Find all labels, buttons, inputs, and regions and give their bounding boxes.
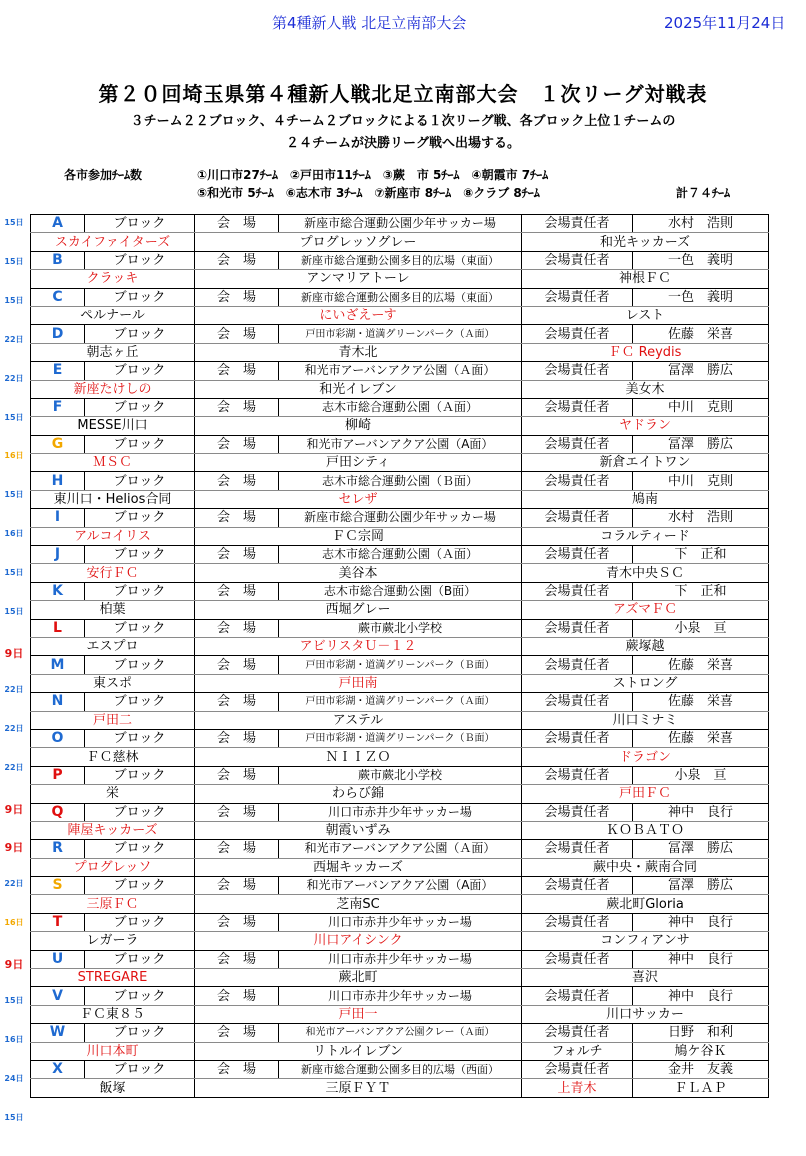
block-label: ブロック xyxy=(85,546,195,564)
venue-label: 会 場 xyxy=(195,729,279,747)
block-letter: A xyxy=(31,215,85,233)
block-letter: W xyxy=(31,1024,85,1042)
team-name: ストロング xyxy=(522,674,769,692)
team-name: 美谷本 xyxy=(195,564,522,582)
block-label: ブロック xyxy=(85,509,195,527)
manager-name: 神中 良行 xyxy=(633,803,769,821)
block-day: 15日 xyxy=(4,1112,24,1122)
team-name: アンマリアトーレ xyxy=(195,270,522,288)
team-name: わらび錦 xyxy=(195,785,522,803)
venue-label: 会 場 xyxy=(195,472,279,490)
block-day: 16日 xyxy=(4,451,24,461)
block-letter: X xyxy=(31,1060,85,1078)
team-name: 川口サッカー xyxy=(522,1005,769,1023)
team-name: プログレッソ xyxy=(31,858,195,876)
team-name: 東川口・Helios合同 xyxy=(31,490,195,508)
subtitle-line-2: ２４チームが決勝リーグ戦へ出場する。 xyxy=(285,136,520,151)
block-letter: E xyxy=(31,362,85,380)
manager-label: 会場責任者 xyxy=(522,1024,633,1042)
manager-label: 会場責任者 xyxy=(522,877,633,895)
team-name: クラッキ xyxy=(31,270,195,288)
manager-label: 会場責任者 xyxy=(522,913,633,931)
block-day: 22日 xyxy=(4,684,24,694)
team-name: 朝霞いずみ xyxy=(195,821,522,839)
block-label: ブロック xyxy=(85,877,195,895)
team-name: 戸田ＦＣ xyxy=(522,785,769,803)
block-day: 22日 xyxy=(4,373,24,383)
team-name: 芝南SC xyxy=(195,895,522,913)
venue-label: 会 場 xyxy=(195,435,279,453)
venue-name: 戸田市彩湖・道満グリーンパーク（Ａ面） xyxy=(279,693,522,711)
venue-label: 会 場 xyxy=(195,950,279,968)
manager-name: 日野 和利 xyxy=(633,1024,769,1042)
team-name: コラルティード xyxy=(522,527,769,545)
manager-label: 会場責任者 xyxy=(522,950,633,968)
block-e xyxy=(31,362,769,399)
block-day: 22日 xyxy=(4,723,24,733)
manager-name: 水村 浩則 xyxy=(633,509,769,527)
team-name: アルコイリス xyxy=(31,527,195,545)
team-name: 新倉エイトワン xyxy=(522,454,769,472)
block-letter: N xyxy=(31,693,85,711)
manager-label: 会場責任者 xyxy=(522,215,633,233)
team-name: 蕨北町Gloria xyxy=(522,895,769,913)
team-name: 新座たけしの xyxy=(31,380,195,398)
block-day: 9日 xyxy=(4,646,24,660)
block-o xyxy=(31,729,769,766)
venue-label: 会 場 xyxy=(195,913,279,931)
participation-label: 各市参加ﾁｰﾑ数 xyxy=(64,168,143,182)
block-label: ブロック xyxy=(85,288,195,306)
page-title: 第２０回埼玉県第４種新人戦北足立南部大会 １次リーグ対戦表 xyxy=(98,82,708,106)
block-n xyxy=(31,693,769,730)
team-name: リトルイレブン xyxy=(195,1042,522,1060)
block-label: ブロック xyxy=(85,656,195,674)
block-label: ブロック xyxy=(85,398,195,416)
manager-label: 会場責任者 xyxy=(522,546,633,564)
team-name: 陣屋キッカーズ xyxy=(31,821,195,839)
team-name: STREGARE xyxy=(31,969,195,987)
block-letter: M xyxy=(31,656,85,674)
participation-line-2: ⑤和光市 5ﾁｰﾑ ⑥志木市 3ﾁｰﾑ ⑦新座市 8ﾁｰﾑ ⑧クラブ 8ﾁｰﾑ xyxy=(197,186,540,200)
block-x xyxy=(31,1060,769,1097)
block-day: 15日 xyxy=(4,568,24,578)
block-u xyxy=(31,950,769,987)
team-name: 蕨塚越 xyxy=(522,637,769,655)
venue-label: 会 場 xyxy=(195,215,279,233)
block-letter: S xyxy=(31,877,85,895)
team-name: にいざえーす xyxy=(195,306,522,324)
venue-name: 志木市総合運動公園（Ａ面） xyxy=(279,398,522,416)
team-name: ペルナール xyxy=(31,306,195,324)
block-label: ブロック xyxy=(85,619,195,637)
team-name: 戸田シティ xyxy=(195,454,522,472)
venue-name: 志木市総合運動公園（Ｂ面） xyxy=(279,472,522,490)
team-name: ＭＳＣ xyxy=(31,454,195,472)
team-name: 青木北 xyxy=(195,343,522,361)
block-j xyxy=(31,546,769,583)
block-d xyxy=(31,325,769,362)
team-name: 西堀キッカーズ xyxy=(195,858,522,876)
venue-label: 会 場 xyxy=(195,766,279,784)
team-name: アビリスタＵ－１２ xyxy=(195,637,522,655)
block-label: ブロック xyxy=(85,325,195,343)
block-letter: C xyxy=(31,288,85,306)
venue-label: 会 場 xyxy=(195,619,279,637)
block-label: ブロック xyxy=(85,435,195,453)
block-letter: T xyxy=(31,913,85,931)
team-name: アズマＦＣ xyxy=(522,601,769,619)
block-day: 22日 xyxy=(4,762,24,772)
manager-label: 会場責任者 xyxy=(522,362,633,380)
venue-label: 会 場 xyxy=(195,251,279,269)
block-letter: J xyxy=(31,546,85,564)
venue-name: 和光市アーバンアクア公園（Ａ面） xyxy=(279,362,522,380)
block-letter: D xyxy=(31,325,85,343)
team-name: 安行ＦＣ xyxy=(31,564,195,582)
block-label: ブロック xyxy=(85,1024,195,1042)
venue-label: 会 場 xyxy=(195,656,279,674)
team-name: コンフィアンサ xyxy=(522,932,769,950)
block-letter: V xyxy=(31,987,85,1005)
header-date: 2025年11月24日 xyxy=(664,14,786,32)
block-day: 16日 xyxy=(4,1034,24,1044)
team-name: 柏葉 xyxy=(31,601,195,619)
manager-name: 神中 良行 xyxy=(633,950,769,968)
team-name: スカイファイターズ xyxy=(31,233,195,251)
team-name: レスト xyxy=(522,306,769,324)
team-name: 和光イレブン xyxy=(195,380,522,398)
block-c xyxy=(31,288,769,325)
venue-name: 川口市赤井少年サッカー場 xyxy=(279,950,522,968)
team-name: ＦＬＡＰ xyxy=(633,1079,769,1097)
manager-label: 会場責任者 xyxy=(522,509,633,527)
manager-name: 小泉 亘 xyxy=(633,619,769,637)
venue-name: 新座市総合運動公園少年サッカー場 xyxy=(279,215,522,233)
block-letter: K xyxy=(31,582,85,600)
team-name: 朝志ヶ丘 xyxy=(31,343,195,361)
block-letter: O xyxy=(31,729,85,747)
block-day: 22日 xyxy=(4,334,24,344)
team-name: MESSE川口 xyxy=(31,417,195,435)
block-day: 9日 xyxy=(4,802,24,816)
block-l xyxy=(31,619,769,656)
team-name: ＦＣ東８５ xyxy=(31,1005,195,1023)
block-letter: L xyxy=(31,619,85,637)
team-name: 喜沢 xyxy=(522,969,769,987)
block-v xyxy=(31,987,769,1024)
block-label: ブロック xyxy=(85,803,195,821)
manager-label: 会場責任者 xyxy=(522,582,633,600)
participation-line-1: ①川口市27ﾁｰﾑ ②戸田市11ﾁｰﾑ ③蕨 市 5ﾁｰﾑ ④朝霞市 7ﾁｰﾑ xyxy=(197,168,549,182)
block-h xyxy=(31,472,769,509)
block-letter: I xyxy=(31,509,85,527)
manager-name: 冨澤 勝広 xyxy=(633,840,769,858)
venue-label: 会 場 xyxy=(195,840,279,858)
venue-label: 会 場 xyxy=(195,987,279,1005)
team-name: 上青木 xyxy=(522,1079,633,1097)
manager-label: 会場責任者 xyxy=(522,325,633,343)
block-letter: Q xyxy=(31,803,85,821)
manager-label: 会場責任者 xyxy=(522,766,633,784)
block-letter: H xyxy=(31,472,85,490)
block-letter: P xyxy=(31,766,85,784)
venue-name: 蕨市蕨北小学校 xyxy=(279,619,522,637)
block-day: 16日 xyxy=(4,918,24,928)
manager-name: 佐藤 栄喜 xyxy=(633,729,769,747)
block-label: ブロック xyxy=(85,215,195,233)
team-name: 戸田二 xyxy=(31,711,195,729)
block-label: ブロック xyxy=(85,766,195,784)
block-letter: F xyxy=(31,398,85,416)
block-w xyxy=(31,1024,769,1061)
manager-name: 神中 良行 xyxy=(633,987,769,1005)
team-name: 鳩ケ谷Ｋ xyxy=(633,1042,769,1060)
manager-name: 一色 義明 xyxy=(633,288,769,306)
block-label: ブロック xyxy=(85,840,195,858)
venue-label: 会 場 xyxy=(195,546,279,564)
manager-label: 会場責任者 xyxy=(522,251,633,269)
participation-total: 計７４ﾁｰﾑ xyxy=(676,186,731,200)
venue-name: 新座市総合運動公園多目的広場（西面） xyxy=(279,1060,522,1078)
manager-label: 会場責任者 xyxy=(522,619,633,637)
block-label: ブロック xyxy=(85,251,195,269)
manager-name: 中川 克則 xyxy=(633,472,769,490)
block-label: ブロック xyxy=(85,693,195,711)
block-day: 24日 xyxy=(4,1073,24,1083)
block-letter: R xyxy=(31,840,85,858)
venue-label: 会 場 xyxy=(195,582,279,600)
team-name: ＦＣ Reydis xyxy=(522,343,769,361)
block-label: ブロック xyxy=(85,729,195,747)
team-name: ＫＯＢＡＴＯ xyxy=(522,821,769,839)
manager-label: 会場責任者 xyxy=(522,472,633,490)
team-name: ドラゴン xyxy=(522,748,769,766)
block-day: 15日 xyxy=(4,996,24,1005)
header-title: 第4種新人戦 北足立南部大会 xyxy=(272,14,467,32)
block-i xyxy=(31,509,769,546)
team-name: ＦＣ慈林 xyxy=(31,748,195,766)
team-name: 三原ＦＣ xyxy=(31,895,195,913)
team-name: 栄 xyxy=(31,785,195,803)
venue-name: 和光市アーバンアクア公園（A面） xyxy=(279,435,522,453)
venue-label: 会 場 xyxy=(195,877,279,895)
venue-label: 会 場 xyxy=(195,693,279,711)
team-name: エスプロ xyxy=(31,637,195,655)
venue-label: 会 場 xyxy=(195,1060,279,1078)
manager-name: 下 正和 xyxy=(633,582,769,600)
manager-name: 下 正和 xyxy=(633,546,769,564)
team-name: 蕨中央・蕨南合同 xyxy=(522,858,769,876)
manager-label: 会場責任者 xyxy=(522,987,633,1005)
block-day: 15日 xyxy=(4,256,24,266)
block-label: ブロック xyxy=(85,913,195,931)
block-label: ブロック xyxy=(85,472,195,490)
block-day: 15日 xyxy=(4,490,24,500)
venue-name: 川口市赤井少年サッカー場 xyxy=(279,913,522,931)
manager-label: 会場責任者 xyxy=(522,656,633,674)
block-b xyxy=(31,251,769,288)
manager-label: 会場責任者 xyxy=(522,435,633,453)
venue-name: 川口市赤井少年サッカー場 xyxy=(279,803,522,821)
block-label: ブロック xyxy=(85,950,195,968)
team-name: 美女木 xyxy=(522,380,769,398)
block-label: ブロック xyxy=(85,987,195,1005)
venue-name: 和光市アーバンアクア公園（A面） xyxy=(279,877,522,895)
block-day: 15日 xyxy=(4,218,24,227)
block-f xyxy=(31,398,769,435)
team-name: 東スポ xyxy=(31,674,195,692)
team-name: 三原ＦＹＴ xyxy=(195,1079,522,1097)
manager-name: 佐藤 栄喜 xyxy=(633,693,769,711)
block-t xyxy=(31,913,769,950)
block-k xyxy=(31,582,769,619)
block-label: ブロック xyxy=(85,1060,195,1078)
block-letter: B xyxy=(31,251,85,269)
block-q xyxy=(31,803,769,840)
manager-name: 冨澤 勝広 xyxy=(633,877,769,895)
manager-name: 神中 良行 xyxy=(633,913,769,931)
block-s xyxy=(31,877,769,914)
block-day: 15日 xyxy=(4,295,24,305)
venue-label: 会 場 xyxy=(195,1024,279,1042)
venue-name: 戸田市彩湖・道満グリーンパーク（Ｂ面） xyxy=(279,656,522,674)
team-name: ヤドラン xyxy=(522,417,769,435)
team-name: 飯塚 xyxy=(31,1079,195,1097)
manager-name: 一色 義明 xyxy=(633,251,769,269)
team-name: 神根ＦＣ xyxy=(522,270,769,288)
team-name: フォルチ xyxy=(522,1042,633,1060)
block-day: 16日 xyxy=(4,529,24,539)
team-name: 戸田一 xyxy=(195,1005,522,1023)
manager-name: 小泉 亘 xyxy=(633,766,769,784)
team-name: 川口ミナミ xyxy=(522,711,769,729)
team-name: レガーラ xyxy=(31,932,195,950)
block-day: 15日 xyxy=(4,412,24,422)
manager-name: 冨澤 勝広 xyxy=(633,435,769,453)
venue-label: 会 場 xyxy=(195,362,279,380)
venue-label: 会 場 xyxy=(195,803,279,821)
team-name: 川口本町 xyxy=(31,1042,195,1060)
team-name: 蕨北町 xyxy=(195,969,522,987)
venue-label: 会 場 xyxy=(195,325,279,343)
team-name: 西堀グレー xyxy=(195,601,522,619)
block-letter: U xyxy=(31,950,85,968)
venue-label: 会 場 xyxy=(195,398,279,416)
manager-label: 会場責任者 xyxy=(522,803,633,821)
venue-name: 川口市赤井少年サッカー場 xyxy=(279,987,522,1005)
venue-name: 志木市総合運動公園（Ａ面） xyxy=(279,546,522,564)
manager-label: 会場責任者 xyxy=(522,693,633,711)
subtitle-line-1: ３チーム２２ブロック、４チーム２ブロックによる１次リーグ戦、各ブロック上位１チームの xyxy=(130,114,676,129)
team-name: 戸田南 xyxy=(195,674,522,692)
block-g xyxy=(31,435,769,472)
venue-name: 新座市総合運動公園多目的広場（東面） xyxy=(279,288,522,306)
team-name: 鳩南 xyxy=(522,490,769,508)
team-name: 柳崎 xyxy=(195,417,522,435)
manager-name: 佐藤 栄喜 xyxy=(633,325,769,343)
manager-label: 会場責任者 xyxy=(522,840,633,858)
venue-label: 会 場 xyxy=(195,288,279,306)
block-day: 22日 xyxy=(4,879,24,889)
venue-name: 和光市アーバンアクア公園（Ａ面） xyxy=(279,840,522,858)
team-name: 青木中央ＳＣ xyxy=(522,564,769,582)
team-name: セレザ xyxy=(195,490,522,508)
block-day: 15日 xyxy=(4,607,24,616)
manager-label: 会場責任者 xyxy=(522,729,633,747)
team-name: 和光キッカーズ xyxy=(522,233,769,251)
venue-name: 和光市アーバンアクア公園クレー（Ａ面） xyxy=(279,1024,522,1042)
block-label: ブロック xyxy=(85,582,195,600)
manager-name: 水村 浩則 xyxy=(633,215,769,233)
block-day: 9日 xyxy=(4,841,24,855)
team-name: プログレッソグレー xyxy=(195,233,522,251)
venue-name: 新座市総合運動公園少年サッカー場 xyxy=(279,509,522,527)
block-m xyxy=(31,656,769,693)
manager-name: 金井 友義 xyxy=(633,1060,769,1078)
venue-name: 蕨市蕨北小学校 xyxy=(279,766,522,784)
team-name: アステル xyxy=(195,711,522,729)
manager-label: 会場責任者 xyxy=(522,288,633,306)
venue-label: 会 場 xyxy=(195,509,279,527)
manager-name: 冨澤 勝広 xyxy=(633,362,769,380)
manager-label: 会場責任者 xyxy=(522,1060,633,1078)
manager-name: 佐藤 栄喜 xyxy=(633,656,769,674)
venue-name: 戸田市彩湖・道満グリーンパーク（Ａ面） xyxy=(279,325,522,343)
team-name: 川口アイシンク xyxy=(195,932,522,950)
venue-name: 戸田市彩湖・道満グリーンパーク（Ｂ面） xyxy=(279,729,522,747)
block-r xyxy=(31,840,769,877)
venue-name: 新座市総合運動公園多目的広場（東面） xyxy=(279,251,522,269)
block-a xyxy=(31,215,769,252)
team-name: ＮＩＩＺＯ xyxy=(195,748,522,766)
block-day: 9日 xyxy=(4,958,24,972)
manager-name: 中川 克則 xyxy=(633,398,769,416)
block-letter: G xyxy=(31,435,85,453)
manager-label: 会場責任者 xyxy=(522,398,633,416)
block-p xyxy=(31,766,769,803)
league-table xyxy=(30,214,769,1098)
team-name: ＦＣ宗岡 xyxy=(195,527,522,545)
venue-name: 志木市総合運動公園（B面） xyxy=(279,582,522,600)
block-label: ブロック xyxy=(85,362,195,380)
